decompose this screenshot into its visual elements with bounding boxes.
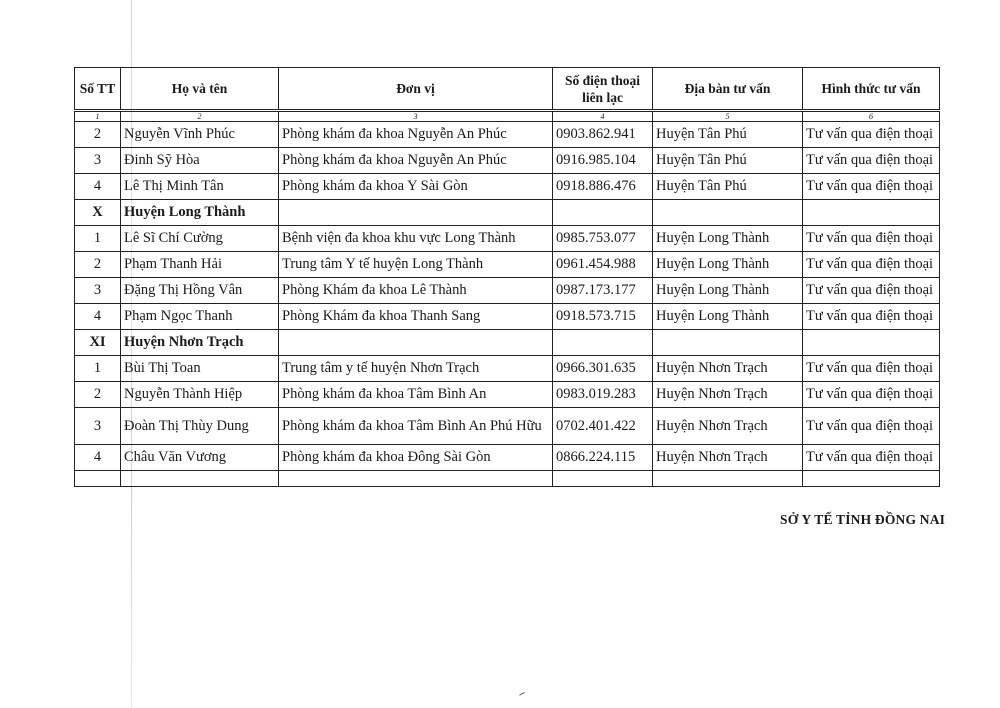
row-number: 3 — [75, 148, 121, 174]
column-number: 5 — [653, 111, 803, 122]
unit-name: Trung tâm Y tế huyện Long Thành — [279, 252, 553, 278]
person-name: Phạm Ngọc Thanh — [121, 304, 279, 330]
column-number: 3 — [279, 111, 553, 122]
consult-form: Tư vấn qua điện thoại — [803, 278, 940, 304]
table-row — [75, 226, 940, 252]
table-row — [75, 148, 940, 174]
consult-form: Tư vấn qua điện thoại — [803, 445, 940, 471]
empty-cell — [553, 471, 653, 487]
phone-number: 0961.454.988 — [553, 252, 653, 278]
phone-number: 0866.224.115 — [553, 445, 653, 471]
empty-cell — [803, 471, 940, 487]
section-number: XI — [75, 330, 121, 356]
consult-form: Tư vấn qua điện thoại — [803, 174, 940, 200]
unit-name: Phòng khám đa khoa Nguyễn An Phúc — [279, 122, 553, 148]
consult-area: Huyện Nhơn Trạch — [653, 356, 803, 382]
person-name: Nguyễn Vĩnh Phúc — [121, 122, 279, 148]
phone-number: 0987.173.177 — [553, 278, 653, 304]
empty-row — [75, 471, 940, 487]
empty-cell — [653, 471, 803, 487]
section-number: X — [75, 200, 121, 226]
table-body — [75, 122, 940, 487]
table-row — [75, 356, 940, 382]
column-number-row — [75, 111, 940, 122]
empty-cell — [279, 471, 553, 487]
header-name: Họ và tên — [121, 68, 279, 111]
phone-number: 0702.401.422 — [553, 408, 653, 445]
consult-area: Huyện Nhơn Trạch — [653, 445, 803, 471]
header-area: Địa bàn tư vấn — [653, 68, 803, 111]
person-name: Lê Thị Minh Tân — [121, 174, 279, 200]
table-row — [75, 408, 940, 445]
empty-cell — [553, 330, 653, 356]
phone-number: 0966.301.635 — [553, 356, 653, 382]
table-row — [75, 252, 940, 278]
header-stt: Số TT — [75, 68, 121, 111]
empty-cell — [121, 471, 279, 487]
consult-area: Huyện Long Thành — [653, 278, 803, 304]
row-number: 2 — [75, 382, 121, 408]
empty-cell — [653, 200, 803, 226]
row-number: 2 — [75, 252, 121, 278]
signature-block: SỞ Y TẾ TỈNH ĐỒNG NAI — [780, 512, 946, 527]
unit-name: Phòng khám đa khoa Y Sài Gòn — [279, 174, 553, 200]
empty-cell — [803, 200, 940, 226]
table-row — [75, 445, 940, 471]
row-number: 2 — [75, 122, 121, 148]
person-name: Châu Văn Vương — [121, 445, 279, 471]
empty-cell — [75, 471, 121, 487]
section-title: Huyện Nhơn Trạch — [121, 330, 279, 356]
row-number: 3 — [75, 278, 121, 304]
unit-name: Phòng khám đa khoa Tâm Bình An — [279, 382, 553, 408]
consult-form: Tư vấn qua điện thoại — [803, 122, 940, 148]
person-name: Phạm Thanh Hải — [121, 252, 279, 278]
section-title: Huyện Long Thành — [121, 200, 279, 226]
row-number: 1 — [75, 356, 121, 382]
phone-number: 0918.573.715 — [553, 304, 653, 330]
person-name: Đặng Thị Hồng Vân — [121, 278, 279, 304]
section-row — [75, 200, 940, 226]
consult-area: Huyện Long Thành — [653, 226, 803, 252]
consult-form: Tư vấn qua điện thoại — [803, 408, 940, 445]
phone-number: 0903.862.941 — [553, 122, 653, 148]
consult-area: Huyện Long Thành — [653, 252, 803, 278]
table-row — [75, 278, 940, 304]
consult-area: Huyện Tân Phú — [653, 122, 803, 148]
consult-form: Tư vấn qua điện thoại — [803, 226, 940, 252]
phone-number: 0983.019.283 — [553, 382, 653, 408]
empty-cell — [279, 330, 553, 356]
consult-form: Tư vấn qua điện thoại — [803, 356, 940, 382]
consult-area: Huyện Tân Phú — [653, 148, 803, 174]
consultant-table — [74, 67, 940, 487]
person-name: Đoàn Thị Thùy Dung — [121, 408, 279, 445]
empty-cell — [279, 200, 553, 226]
consult-area: Huyện Long Thành — [653, 304, 803, 330]
header-phone — [553, 68, 653, 111]
header-form: Hình thức tư vấn — [803, 68, 940, 111]
table-row — [75, 382, 940, 408]
unit-name: Phòng khám đa khoa Tâm Bình An Phú Hữu — [279, 408, 553, 445]
section-row — [75, 330, 940, 356]
unit-name: Bệnh viện đa khoa khu vực Long Thành — [279, 226, 553, 252]
header-phone-label: Số điện thoại liên lạc — [564, 72, 641, 105]
empty-cell — [553, 200, 653, 226]
table-header-row — [75, 68, 940, 111]
unit-name: Trung tâm y tế huyện Nhơn Trạch — [279, 356, 553, 382]
column-number: 1 — [75, 111, 121, 122]
empty-cell — [803, 330, 940, 356]
consult-area: Huyện Nhơn Trạch — [653, 382, 803, 408]
person-name: Đinh Sỹ Hòa — [121, 148, 279, 174]
consult-form: Tư vấn qua điện thoại — [803, 304, 940, 330]
consult-form: Tư vấn qua điện thoại — [803, 252, 940, 278]
row-number: 4 — [75, 304, 121, 330]
unit-name: Phòng khám đa khoa Nguyễn An Phúc — [279, 148, 553, 174]
consult-form: Tư vấn qua điện thoại — [803, 148, 940, 174]
person-name: Lê Sĩ Chí Cường — [121, 226, 279, 252]
person-name: Nguyễn Thành Hiệp — [121, 382, 279, 408]
row-number: 1 — [75, 226, 121, 252]
page-mark — [519, 692, 527, 699]
row-number: 4 — [75, 174, 121, 200]
row-number: 3 — [75, 408, 121, 445]
table-row — [75, 122, 940, 148]
phone-number: 0985.753.077 — [553, 226, 653, 252]
unit-name: Phòng khám đa khoa Đông Sài Gòn — [279, 445, 553, 471]
phone-number: 0916.985.104 — [553, 148, 653, 174]
unit-name: Phòng Khám đa khoa Thanh Sang — [279, 304, 553, 330]
column-number: 6 — [803, 111, 940, 122]
table-row — [75, 304, 940, 330]
consult-area: Huyện Tân Phú — [653, 174, 803, 200]
unit-name: Phòng Khám đa khoa Lê Thành — [279, 278, 553, 304]
consult-form: Tư vấn qua điện thoại — [803, 382, 940, 408]
column-number: 4 — [553, 111, 653, 122]
empty-cell — [653, 330, 803, 356]
consult-area: Huyện Nhơn Trạch — [653, 408, 803, 445]
row-number: 4 — [75, 445, 121, 471]
column-number: 2 — [121, 111, 279, 122]
person-name: Bùi Thị Toan — [121, 356, 279, 382]
table-row — [75, 174, 940, 200]
header-unit: Đơn vị — [279, 68, 553, 111]
phone-number: 0918.886.476 — [553, 174, 653, 200]
